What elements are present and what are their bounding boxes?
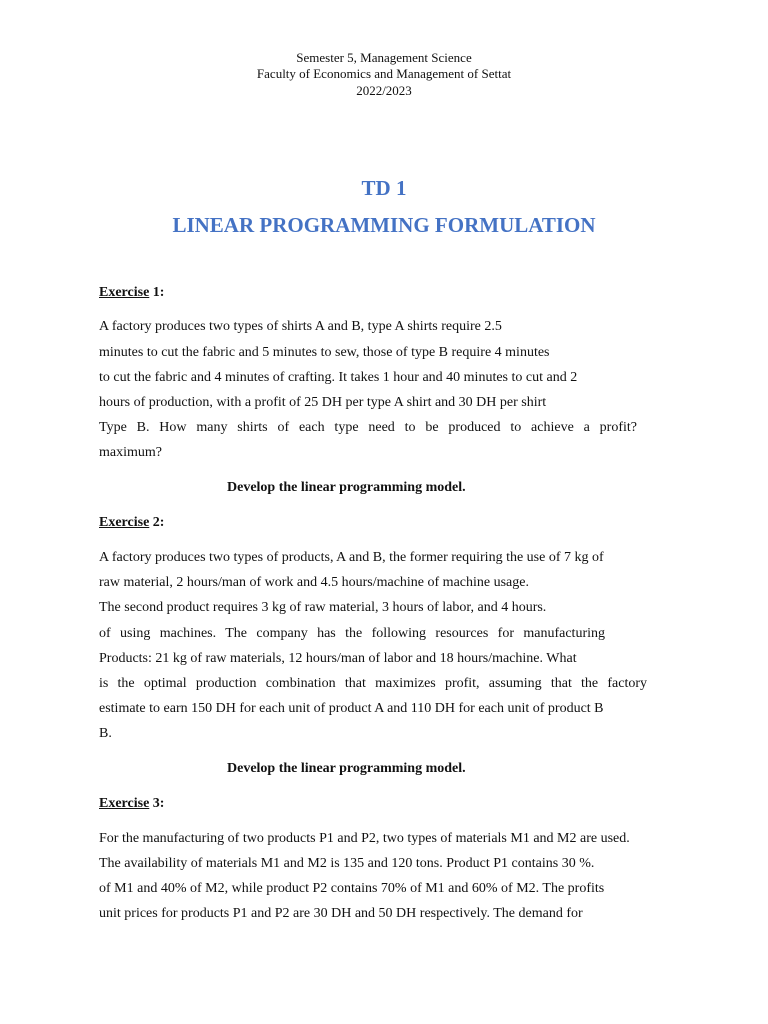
exercise-2-heading: [99, 515, 164, 531]
exercise-3-line: unit prices for products P1 and P2 are 30 DH and 50 DH respectively. The demand for: [99, 906, 583, 921]
header-year: 2022/2023: [356, 83, 412, 98]
td-title: TD 1: [361, 176, 407, 200]
exercise-2-line: estimate to earn 150 DH for each unit of product A and 110 DH for each unit of product B: [99, 701, 604, 716]
exercise-label: Exercise: [99, 515, 150, 530]
exercise-1-line: A factory produces two types of shirts A and B, type A shirts require 2.5: [99, 319, 502, 334]
exercise-2-line: is the optimal production combination that maximizes profit, assuming that the factory: [99, 676, 647, 691]
exercise-3-line: of M1 and 40% of M2, while product P2 contains 70% of M1 and 60% of M2. The profits: [99, 881, 605, 896]
exercise-label: Exercise: [99, 796, 150, 811]
exercise-2-line: The second product requires 3 kg of raw material, 3 hours of labor, and 4 hours.: [99, 600, 547, 615]
exercise-2-line: of using machines. The company has the following resources for manufacturing: [99, 626, 605, 641]
exercise-3-heading: [99, 796, 164, 812]
exercise-2-line: B.: [99, 726, 112, 741]
exercise-3-line: The availability of materials M1 and M2 is 135 and 120 tons. Product P1 contains 30 %.: [99, 856, 595, 871]
exercise-2-line: Products: 21 kg of raw materials, 12 hours/man of labor and 18 hours/machine. What: [99, 651, 577, 666]
exercise-number: 3:: [149, 796, 165, 811]
exercise-1-line: hours of production, with a profit of 25 DH per type A shirt and 30 DH per shirt: [99, 395, 547, 410]
exercise-1-line: maximum?: [99, 445, 162, 460]
exercise-label: Exercise: [99, 285, 150, 300]
exercise-1-line: minutes to cut the fabric and 5 minutes to sew, those of type B require 4 minutes: [99, 345, 550, 360]
exercise-3-line: For the manufacturing of two products P1 and P2, two types of materials M1 and M2 are used.: [99, 831, 630, 846]
header-course: Semester 5, Management Science: [296, 50, 472, 65]
exercise-2-instruction: Develop the linear programming model.: [227, 761, 466, 776]
exercise-2-line: raw material, 2 hours/man of work and 4.5 hours/machine of machine usage.: [99, 575, 529, 590]
exercise-1-line: to cut the fabric and 4 minutes of crafting. It takes 1 hour and 40 minutes to cut and 2: [99, 370, 578, 385]
exercise-1-heading: [99, 285, 164, 301]
exercise-1-line: Type B. How many shirts of each type need to be produced to achieve a profit?: [99, 420, 637, 435]
header-faculty: Faculty of Economics and Management of Settat: [256, 66, 512, 81]
exercise-number: 2:: [149, 515, 165, 530]
exercise-2-line: A factory produces two types of products, A and B, the former requiring the use of 7 kg of: [99, 550, 604, 565]
exercise-1-instruction: Develop the linear programming model.: [227, 480, 466, 495]
main-title: LINEAR PROGRAMMING FORMULATION: [172, 213, 596, 237]
exercise-number: 1:: [149, 285, 165, 300]
